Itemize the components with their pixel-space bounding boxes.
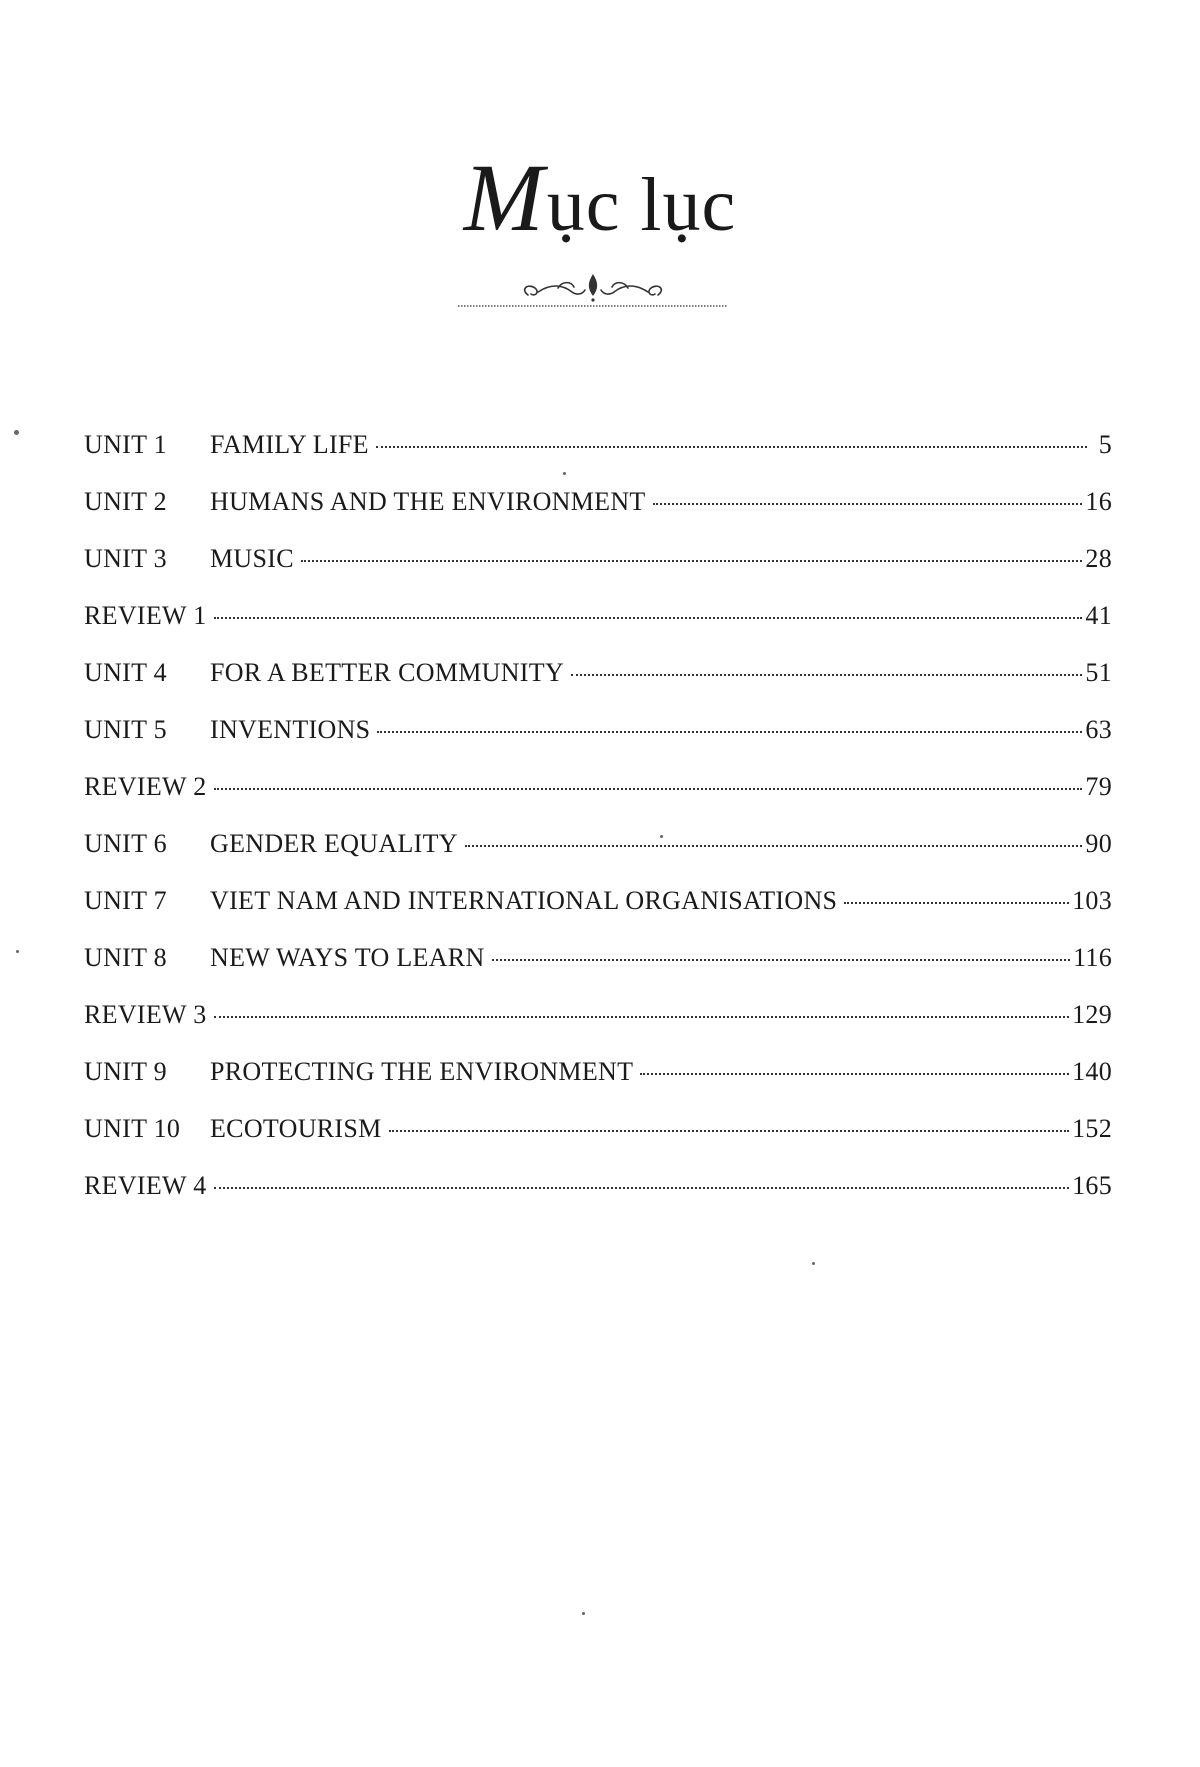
toc-row (84, 658, 1112, 715)
toc-row (84, 601, 1112, 658)
toc-row (84, 430, 1112, 487)
toc-dot-leader (301, 560, 1083, 562)
toc-page-number: 41 (1085, 601, 1112, 630)
toc-page-number: 165 (1072, 1171, 1112, 1200)
toc-page-number: 63 (1085, 715, 1112, 744)
toc-dot-leader (214, 1016, 1070, 1018)
toc-dot-leader (389, 1130, 1070, 1132)
toc-entry-title: PROTECTING THE ENVIRONMENT (210, 1057, 634, 1086)
toc-unit-number: UNIT 6 (84, 829, 167, 858)
toc-unit-number: UNIT 10 (84, 1114, 181, 1143)
toc-dot-leader (844, 902, 1069, 904)
toc-entry-title: MUSIC (210, 544, 294, 573)
toc-entry-title: REVIEW 2 (84, 772, 207, 801)
toc-unit-number: UNIT 9 (84, 1057, 167, 1086)
scan-speck (16, 950, 19, 953)
toc-row (84, 829, 1112, 886)
toc-row (84, 1000, 1112, 1057)
toc-dot-leader (465, 845, 1083, 847)
toc-unit-number: UNIT 4 (84, 658, 167, 687)
toc-row (84, 772, 1112, 829)
title-rest: ục lục (546, 163, 737, 247)
toc-row (84, 544, 1112, 601)
toc-page-number: 116 (1073, 943, 1112, 972)
toc-page-number: 5 (1098, 430, 1112, 459)
toc-page-number: 90 (1085, 829, 1112, 858)
toc-row (84, 943, 1112, 1000)
toc-dot-leader (214, 788, 1083, 790)
toc-unit-number: UNIT 3 (84, 544, 167, 573)
scan-speck (660, 835, 663, 838)
title-initial: M (463, 144, 545, 251)
toc-entry-title: NEW WAYS TO LEARN (210, 943, 485, 972)
toc-dot-leader (640, 1073, 1069, 1075)
title-container (0, 144, 1200, 251)
toc-unit-number: UNIT 1 (84, 430, 167, 459)
toc-dot-leader (653, 503, 1083, 505)
toc-row (84, 1057, 1112, 1114)
toc-entry-title: REVIEW 1 (84, 601, 207, 630)
table-of-contents (84, 430, 1112, 1228)
toc-unit-number: UNIT 5 (84, 715, 167, 744)
scan-speck (812, 1262, 815, 1265)
toc-row (84, 1171, 1112, 1228)
scan-speck (582, 1612, 585, 1615)
toc-dot-leader (376, 446, 1087, 448)
toc-page-number: 129 (1072, 1000, 1112, 1029)
toc-entry-title: VIET NAM AND INTERNATIONAL ORGANISATIONS (210, 886, 838, 915)
toc-unit-number: UNIT 8 (84, 943, 167, 972)
toc-page-number: 51 (1085, 658, 1112, 687)
scan-speck (563, 472, 566, 475)
scan-speck (14, 430, 19, 435)
toc-dot-leader (214, 617, 1083, 619)
toc-entry-title: HUMANS AND THE ENVIRONMENT (210, 487, 646, 516)
page-title (463, 144, 737, 251)
toc-dot-leader (214, 1187, 1070, 1189)
toc-dot-leader (492, 959, 1071, 961)
toc-page-number: 28 (1085, 544, 1112, 573)
toc-unit-number: UNIT 7 (84, 886, 167, 915)
toc-page-number: 16 (1085, 487, 1112, 516)
toc-page-number: 152 (1072, 1114, 1112, 1143)
toc-entry-title: INVENTIONS (210, 715, 371, 744)
toc-dot-leader (377, 731, 1082, 733)
toc-page-number: 140 (1072, 1057, 1112, 1086)
toc-row (84, 886, 1112, 943)
toc-row (84, 715, 1112, 772)
toc-entry-title: FOR A BETTER COMMUNITY (210, 658, 565, 687)
toc-entry-title: ECOTOURISM (210, 1114, 382, 1143)
toc-entry-title: FAMILY LIFE (210, 430, 369, 459)
toc-dot-leader (571, 674, 1082, 676)
toc-unit-number: UNIT 2 (84, 487, 167, 516)
toc-entry-title: GENDER EQUALITY (210, 829, 458, 858)
toc-page-number: 79 (1085, 772, 1112, 801)
toc-page-number: 103 (1072, 886, 1112, 915)
toc-row (84, 1114, 1112, 1171)
toc-entry-title: REVIEW 4 (84, 1171, 207, 1200)
toc-row (84, 487, 1112, 544)
ornament-divider-icon (458, 262, 728, 312)
toc-entry-title: REVIEW 3 (84, 1000, 207, 1029)
